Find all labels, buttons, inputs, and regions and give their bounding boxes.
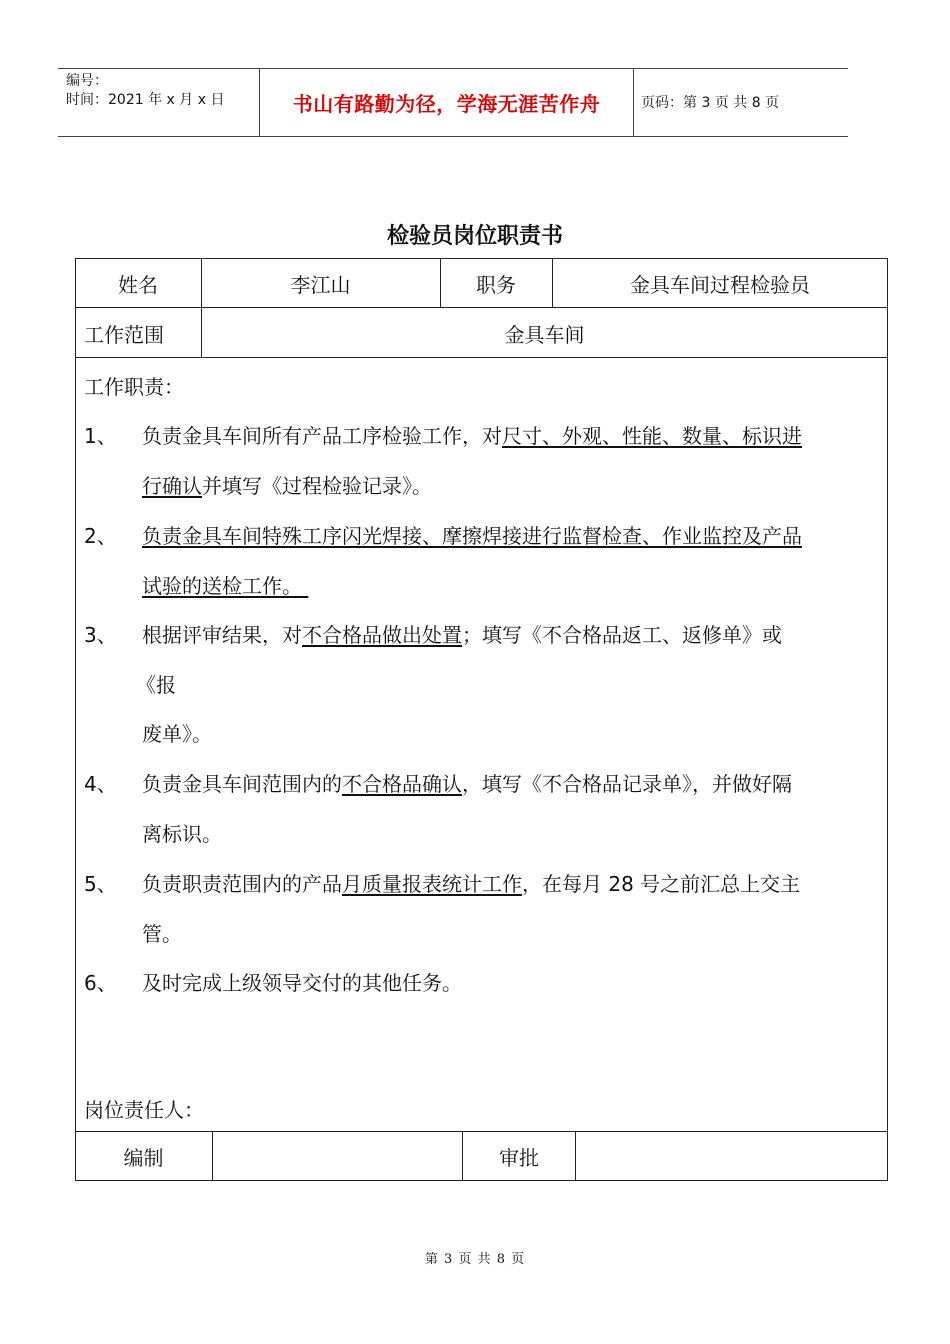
- duty-5-number: 5、: [84, 872, 117, 896]
- duty-4-text-a: 负责金具车间范围内的: [142, 772, 342, 796]
- duty-1-line-1: [142, 424, 802, 448]
- duty-2-number: 2、: [84, 524, 117, 548]
- position-label: 职务: [476, 272, 516, 297]
- document-title: 检验员岗位职责书: [386, 224, 563, 249]
- duty-4-number: 4、: [84, 772, 117, 796]
- duty-2-line-2: [142, 574, 308, 598]
- name-value: 李江山: [290, 272, 351, 297]
- duty-3-number: 3、: [84, 623, 117, 647]
- duty-2-line-1: [142, 524, 802, 548]
- duty-3-text-b: ；填写《不合格品返工、返修单》或: [462, 623, 782, 647]
- duty-5-line-2: 管。: [142, 922, 182, 946]
- approved-label: 审批: [499, 1146, 539, 1170]
- approved-value[interactable]: [576, 1132, 888, 1181]
- name-label: 姓名: [118, 272, 158, 297]
- duty-1-text-b: 并填写《过程检验记录》。: [202, 474, 432, 498]
- duty-1-number: 1、: [84, 424, 117, 448]
- duty-5-line-1: [142, 872, 800, 896]
- duty-1-text-underlined-2: 行确认: [142, 474, 202, 498]
- position-value: 金具车间过程检验员: [630, 272, 810, 297]
- duty-4-line-1: [142, 772, 792, 796]
- duty-2-text-underlined-2: 试验的送检工作。: [142, 574, 309, 598]
- duty-6-number: 6、: [84, 971, 117, 995]
- duty-4-text-underlined: 不合格品确认: [342, 772, 462, 796]
- scope-label: 工作范围: [84, 322, 164, 347]
- duty-3-line-3: 废单》。: [142, 722, 212, 746]
- job-duty-table: [75, 258, 888, 1181]
- duty-4-text-b: ，填写《不合格品记录单》，并做好隔: [462, 772, 792, 796]
- duty-3-line-1: [142, 623, 782, 647]
- duty-3-text-a: 根据评审结果，对: [142, 623, 302, 647]
- header-number-label: 编号：: [66, 73, 108, 89]
- scope-value: 金具车间: [504, 322, 585, 347]
- prepared-label: 编制: [123, 1146, 164, 1170]
- duty-1-text-a: 负责金具车间所有产品工序检验工作，对: [142, 424, 502, 448]
- duty-3-text-underlined: 不合格品做出处置: [302, 623, 462, 647]
- page-footer: 第 3 页 共 8 页: [424, 1252, 526, 1267]
- duty-2-text-underlined: 负责金具车间特殊工序闪光焊接、摩擦焊接进行监督检查、作业监控及产品: [142, 524, 802, 548]
- prepared-value[interactable]: [213, 1132, 462, 1181]
- duty-6-line-1: 及时完成上级领导交付的其他任务。: [142, 971, 462, 995]
- header-meta: [66, 72, 224, 110]
- header-time-label: 时间：2021 年 x 月 x 日: [66, 92, 225, 108]
- duty-1-text-underlined: 尺寸、外观、性能、数量、标识进: [502, 424, 802, 448]
- header-divider-right: [633, 68, 634, 136]
- header-motto: 书山有路勤为径，学海无涯苦作舟: [292, 91, 601, 116]
- responsible-label: 岗位责任人：: [84, 1098, 204, 1122]
- header-page-info: 页码：第 3 页 共 8 页: [641, 95, 780, 111]
- duty-3-line-2: 《报: [136, 673, 176, 697]
- duty-5-text-underlined: 月质量报表统计工作: [342, 872, 522, 896]
- header-bottom-rule: [58, 136, 848, 137]
- duty-5-text-b: ，在每月 28 号之前汇总上交主: [522, 872, 801, 896]
- duty-5-text-a: 负责职责范围内的产品: [142, 872, 342, 896]
- duties-heading: 工作职责：: [84, 375, 184, 399]
- duty-4-line-2: 离标识。: [142, 822, 222, 846]
- duty-1-line-2: [142, 474, 432, 498]
